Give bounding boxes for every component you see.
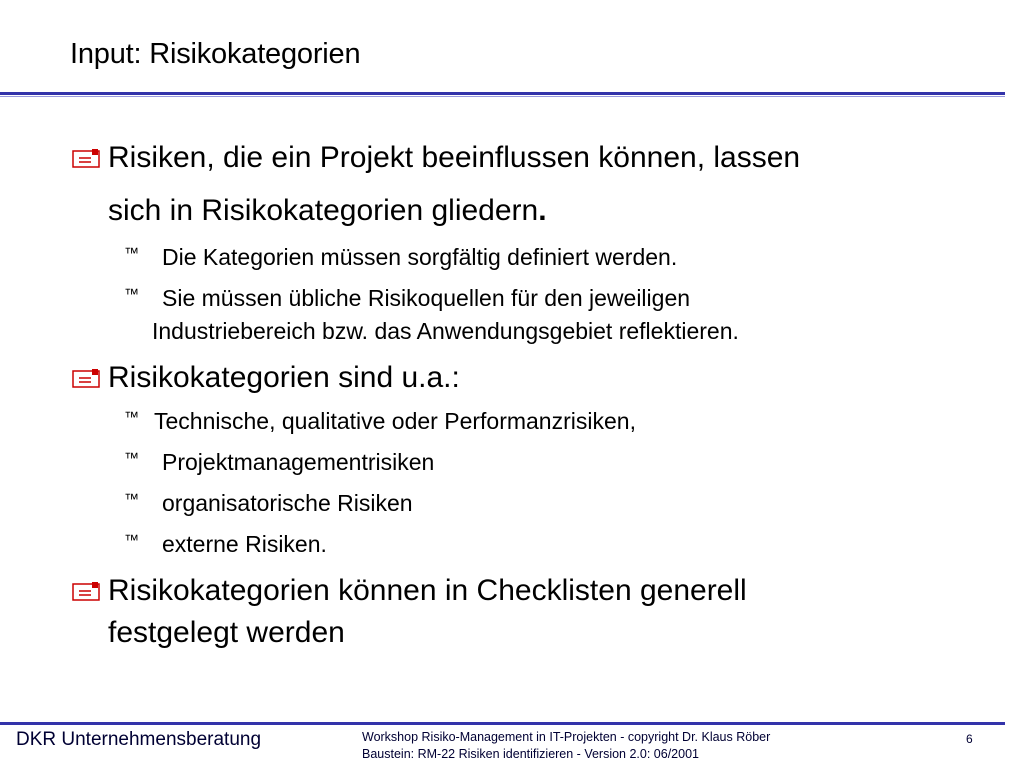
bullet-3-text: Risikokategorien können in Checklisten generell: [108, 574, 747, 607]
page-number: 6: [966, 732, 973, 746]
sub-bullet-icon: ™: [124, 491, 139, 508]
bullet-icon: [72, 582, 100, 602]
bullet-1-text: Risiken, die ein Projekt beeinflussen können, lassen: [108, 141, 801, 174]
sub-item-text: Projektmanagementrisiken: [162, 449, 435, 475]
bullet-1-period: .: [538, 194, 547, 227]
sub-item-1-2-cont: [152, 315, 739, 347]
sub-item-text: externe Risiken.: [162, 531, 327, 557]
title-divider: [0, 92, 1005, 95]
bullet-icon: [72, 149, 100, 169]
sub-item-text: Die Kategorien müssen sorgfältig definiert werden.: [162, 244, 678, 270]
footer-info-line-1: Workshop Risiko-Management in IT-Projekten - copyright Dr. Klaus Röber: [362, 730, 771, 744]
slide-title: Input: Risikokategorien: [70, 38, 361, 70]
sub-item-text: Sie müssen übliche Risikoquellen für den jeweiligen: [162, 285, 691, 311]
bullet-2-text: Risikokategorien sind u.a.:: [108, 361, 460, 394]
bullet-icon: [72, 369, 100, 389]
sub-bullet-icon: ™: [124, 245, 139, 262]
footer-info-line-2: Baustein: RM-22 Risiken identifizieren - Version 2.0: 06/2001: [362, 747, 699, 761]
sub-item-text: organisatorische Risiken: [162, 490, 413, 516]
sub-bullet-icon: ™: [124, 532, 139, 549]
bullet-1-text-cont: sich in Risikokategorien gliedern: [108, 194, 539, 227]
footer-company: DKR Unternehmensberatung: [16, 729, 262, 750]
footer-info: [362, 729, 770, 763]
sub-bullet-icon: ™: [124, 409, 139, 426]
title-divider-shadow: [0, 96, 1005, 97]
sub-bullet-icon: ™: [124, 450, 139, 467]
footer-divider: [0, 722, 1005, 725]
sub-item-text: Technische, qualitative oder Performanzrisiken,: [154, 408, 636, 434]
sub-item-text-cont: Industriebereich bzw. das Anwendungsgebiet reflektieren.: [152, 318, 739, 344]
bullet-3-text-cont: festgelegt werden: [108, 616, 345, 649]
sub-bullet-icon: ™: [124, 286, 139, 303]
